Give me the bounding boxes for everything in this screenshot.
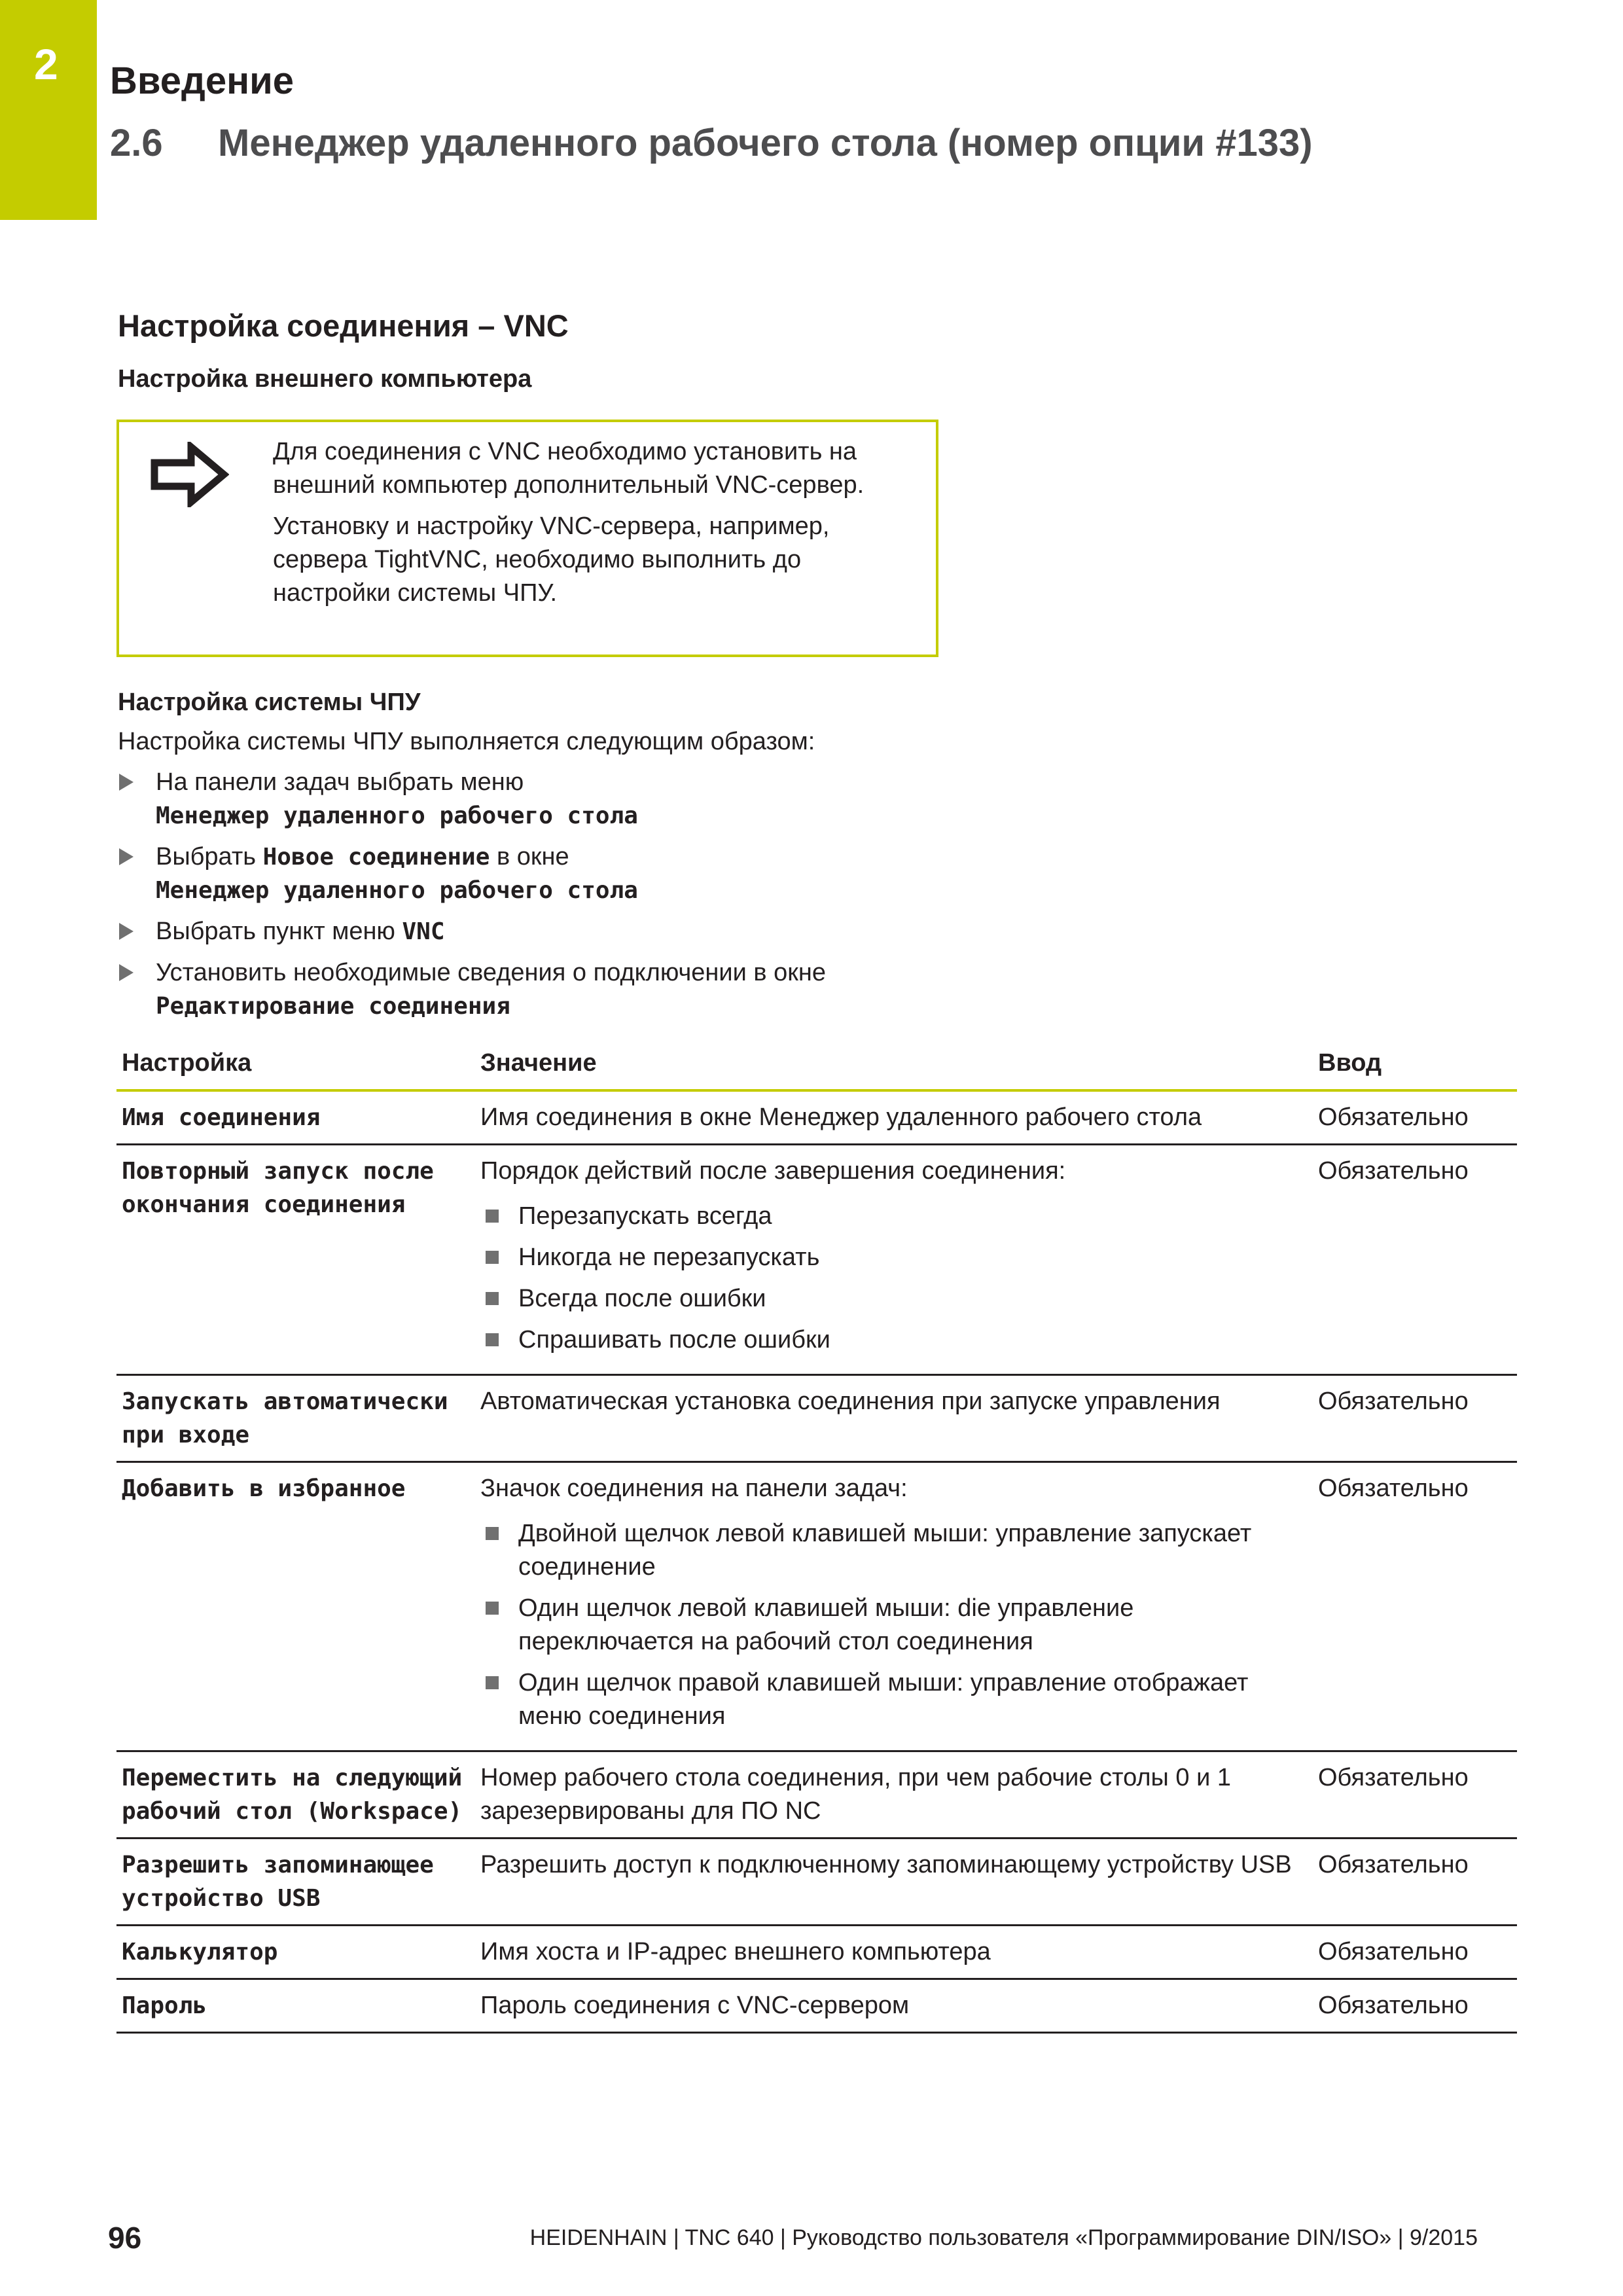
setting-input: Обязательно (1318, 1764, 1469, 1791)
triangle-bullet-icon (119, 964, 134, 981)
note-box (116, 420, 938, 657)
table-row (116, 1376, 1517, 1463)
setting-value: Пароль соединения с VNC-сервером (480, 1992, 910, 2019)
chapter-number: 2 (34, 40, 58, 88)
step-text: Установить необходимые сведения о подключении в окне (156, 959, 827, 986)
square-bullet-icon (486, 1602, 499, 1615)
square-bullet-icon (486, 1210, 499, 1223)
setting-input: Обязательно (1318, 1851, 1469, 1878)
step-menu-name: VNC (402, 918, 445, 945)
step-menu-name: Новое соединение (262, 844, 490, 870)
bullet-text: Один щелчок левой клавишей мыши: die управление переключается на рабочий стол соединения (518, 1594, 1134, 1655)
bullet-text: Всегда после ошибки (518, 1285, 766, 1312)
setting-value: Разрешить доступ к подключенному запоминающему устройству USB (480, 1851, 1292, 1878)
setting-value: Имя соединения в окне Менеджер удаленного рабочего стола (480, 1103, 1202, 1131)
square-bullet-icon (486, 1333, 499, 1346)
list-item (118, 840, 969, 907)
value-bullet-list (480, 1517, 1305, 1733)
setting-input: Обязательно (1318, 1992, 1469, 2019)
list-item (480, 1517, 1305, 1584)
setting-name: Запускать автоматически при входе (122, 1388, 448, 1448)
triangle-bullet-icon (119, 848, 134, 865)
setting-name: Переместить на следующий рабочий стол (Workspace) (122, 1765, 463, 1825)
step-text: Выбрать (156, 843, 257, 870)
step-menu-name: Менеджер удаленного рабочего стола (156, 802, 638, 829)
list-item (480, 1282, 1305, 1316)
list-item (480, 1323, 1305, 1357)
table-row (116, 1092, 1517, 1145)
bullet-text: Двойной щелчок левой клавишей мыши: управление запускает соединение (518, 1520, 1252, 1581)
table-row (116, 1145, 1517, 1376)
table-row (116, 1752, 1517, 1839)
step-menu-name: Редактирование соединения (156, 993, 510, 1020)
note-paragraph: Для соединения с VNC необходимо установить на внешний компьютер дополнительный VNC-сервер. (273, 438, 865, 499)
note-text (273, 435, 921, 618)
triangle-bullet-icon (119, 774, 134, 791)
header-setting: Настройка (122, 1049, 252, 1077)
section-title (110, 121, 1313, 165)
chapter-tab (0, 0, 97, 220)
footer-text: HEIDENHAIN | TNC 640 | Руководство пользователя «Программирование DIN/ISO» | 9/2015 (529, 2225, 1478, 2250)
list-item (118, 915, 969, 948)
note-paragraph: Установку и настройку VNC-сервера, например, сервера TightVNC, необходимо выполнить до настройки системы ЧПУ. (273, 512, 830, 607)
arrow-right-icon (151, 442, 229, 507)
setting-value-cell (480, 1463, 1318, 1750)
setting-input: Обязательно (1318, 1157, 1469, 1185)
setting-input: Обязательно (1318, 1388, 1469, 1415)
header-value: Значение (480, 1049, 597, 1077)
setting-value: Имя хоста и IP-адрес внешнего компьютера (480, 1938, 991, 1965)
table-row (116, 1980, 1517, 2034)
setting-name: Повторный запуск после окончания соединения (122, 1158, 434, 1218)
square-bullet-icon (486, 1292, 499, 1305)
setting-name: Пароль (122, 1992, 207, 2019)
list-item (118, 956, 969, 1023)
table-row (116, 1839, 1517, 1926)
square-bullet-icon (486, 1527, 499, 1540)
section-title-text: Менеджер удаленного рабочего стола (номер опции #133) (218, 122, 1313, 164)
table-row (116, 1926, 1517, 1980)
table-row (116, 1463, 1517, 1752)
bullet-text: Спрашивать после ошибки (518, 1326, 830, 1354)
step-menu-name: Менеджер удаленного рабочего стола (156, 877, 638, 904)
list-item (118, 766, 969, 833)
setting-value: Значок соединения на панели задач: (480, 1475, 908, 1502)
subheading-cnc: Настройка системы ЧПУ (118, 689, 421, 716)
setting-value: Номер рабочего стола соединения, при чем рабочие столы 0 и 1 зарезервированы для ПО NC (480, 1764, 1232, 1825)
step-text: Выбрать пункт меню (156, 918, 395, 945)
list-item (480, 1666, 1305, 1733)
square-bullet-icon (486, 1251, 499, 1264)
bullet-text: Никогда не перезапускать (518, 1244, 820, 1271)
setting-value-cell (480, 1145, 1318, 1374)
setting-name: Имя соединения (122, 1104, 321, 1131)
list-item (480, 1200, 1305, 1233)
list-item (480, 1241, 1305, 1274)
list-item (480, 1592, 1305, 1659)
setting-name: Калькулятор (122, 1939, 278, 1965)
setting-input: Обязательно (1318, 1475, 1469, 1502)
step-text: в окне (496, 843, 569, 870)
setting-input: Обязательно (1318, 1103, 1469, 1131)
page-heading: Настройка соединения – VNC (118, 308, 569, 343)
header-input: Ввод (1318, 1049, 1382, 1077)
step-text: На панели задач выбрать меню (156, 768, 524, 796)
intro-text: Настройка системы ЧПУ выполняется следующим образом: (118, 728, 815, 755)
setting-name: Разрешить запоминающее устройство USB (122, 1852, 434, 1912)
setting-input: Обязательно (1318, 1938, 1469, 1965)
setting-value: Автоматическая установка соединения при запуске управления (480, 1388, 1221, 1415)
settings-table (116, 1037, 1517, 2034)
value-bullet-list (480, 1200, 1305, 1357)
subheading-external: Настройка внешнего компьютера (118, 365, 532, 393)
chapter-title: Введение (110, 60, 294, 102)
bullet-text: Перезапускать всегда (518, 1202, 772, 1230)
bullet-text: Один щелчок правой клавишей мыши: управление отображает меню соединения (518, 1669, 1249, 1730)
triangle-bullet-icon (119, 923, 134, 940)
table-header-row (116, 1037, 1517, 1092)
page-number: 96 (108, 2221, 142, 2255)
setting-name: Добавить в избранное (122, 1475, 406, 1502)
steps-list (118, 766, 969, 1031)
section-number: 2.6 (110, 122, 163, 164)
square-bullet-icon (486, 1676, 499, 1689)
setting-value: Порядок действий после завершения соединения: (480, 1157, 1066, 1185)
